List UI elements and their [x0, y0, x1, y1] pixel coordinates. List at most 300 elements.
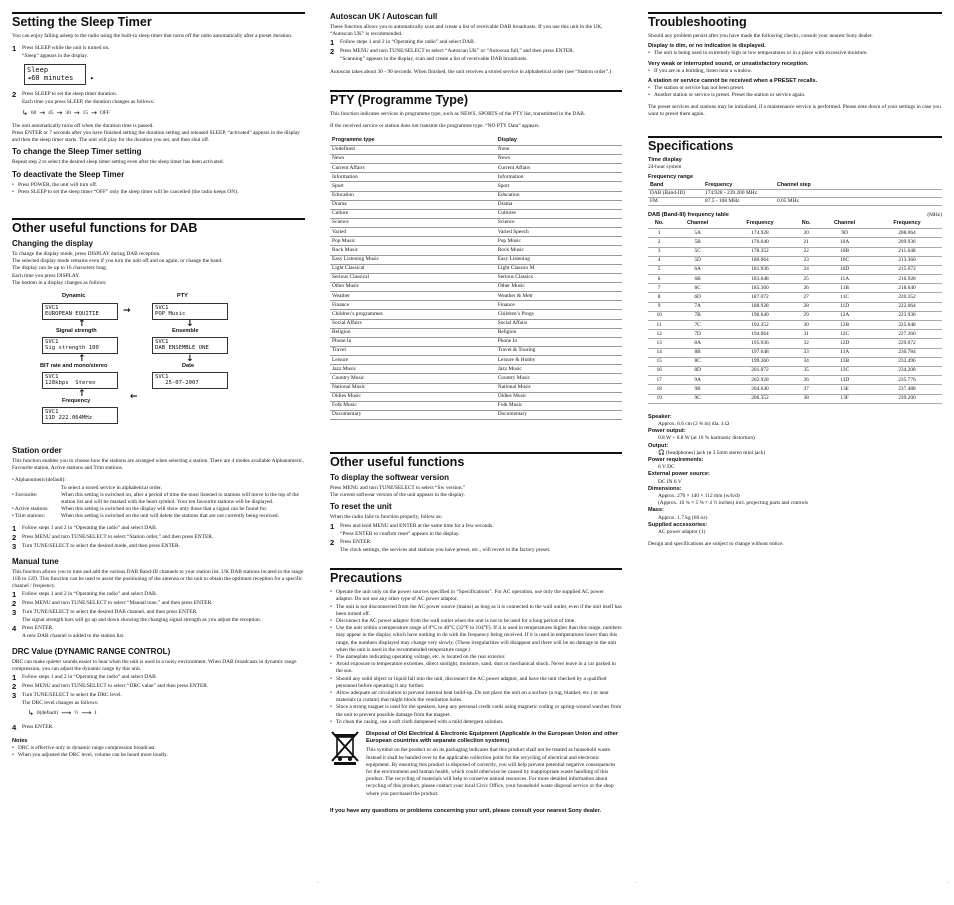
table-row: [648, 265, 942, 274]
arrow-right-icon: ⟶: [81, 709, 92, 718]
drc-step-3: 3 Turn TUNE/SELECT to select the DRC level.: [12, 691, 122, 701]
table-cell: 174.928: [725, 229, 795, 238]
spec-label: Time display: [648, 157, 682, 164]
weee-block: [330, 731, 622, 798]
table-row: [330, 237, 622, 246]
table-cell: None: [496, 145, 622, 154]
table-cell: 12B: [817, 321, 872, 330]
table-cell: Current Affairs: [330, 164, 496, 173]
column-header: Channel: [817, 219, 872, 228]
display-line: To change the display mode, press DISPLAY during DAB reception.: [12, 251, 161, 258]
label-bitrate: BIT rate and mono/stereo: [40, 363, 108, 370]
manual-step-2: 2 Press MENU and turn TUNE/SELECT to select “Manual tune,” and then press ENTER.: [12, 599, 213, 609]
sleep-step-2: 2 Press SLEEP to set the sleep timer duration.: [12, 90, 118, 100]
lcd-dynamic: SVC1 EUROPEAN EQUITIE: [42, 303, 118, 320]
station-order-options: [12, 477, 305, 520]
arrow-up-icon: ↑: [78, 389, 86, 400]
table-cell: 27: [795, 293, 817, 302]
table-cell: 213.360: [872, 256, 942, 265]
option-row: • Favourite: When this setting is switched on, after a period of time the most listened to stations will move to the top of the station list and will be marked with the heart symbol. Your ten favourite stations will be displayed.: [12, 491, 299, 506]
table-row: [330, 164, 622, 173]
table-cell: 18: [648, 385, 670, 394]
table-row: [330, 401, 622, 410]
version-para-1: Press MENU and turn TUNE/SELECT to select “Sw version.”: [330, 485, 466, 492]
table-cell: 199.360: [725, 357, 795, 366]
table-row: [648, 302, 942, 311]
table-cell: 8C: [670, 357, 725, 366]
table-cell: 8B: [670, 348, 725, 357]
freq-table-title: DAB (Band-III) frequency table: [648, 212, 729, 219]
table-cell: News: [496, 155, 622, 164]
subtitle-software-version: To display the softwear version: [330, 473, 449, 483]
table-cell: 183.648: [725, 275, 795, 284]
table-cell: 7D: [670, 330, 725, 339]
table-cell: Religion: [496, 328, 622, 337]
table-row: [648, 385, 942, 394]
table-cell: Leisure & Hobby: [496, 356, 622, 365]
table-cell: 5C: [670, 247, 725, 256]
list-item: • When you adjusted the DRC level, volume can be heard more loudly.: [12, 752, 305, 759]
table-cell: 11B: [817, 284, 872, 293]
drc-level-flow: [18, 710, 305, 717]
label-pty: PTY: [177, 293, 188, 300]
band-table: [648, 182, 942, 207]
table-cell: 9D: [817, 229, 872, 238]
table-cell: 176.640: [725, 238, 795, 247]
table-cell: 23: [795, 256, 817, 265]
table-cell: National Music: [330, 383, 496, 392]
table-cell: 21: [795, 238, 817, 247]
pty-table-body: [330, 145, 622, 419]
sleep-para-2: Press ENTER or 7 seconds after you have finished setting the duration setting and released SLEEP, “activated” appears in the display and then the sleep timer starts. The unit will play for the duration you set, and then shut off.: [12, 130, 300, 144]
table-row: [330, 410, 622, 419]
table-cell: 7B: [670, 311, 725, 320]
table-cell: 6C: [670, 284, 725, 293]
table-cell: 209.936: [872, 238, 942, 247]
lcd-signal: SVC1 Sig strength 100: [42, 337, 118, 354]
table-cell: 22: [795, 247, 817, 256]
table-cell: 1: [648, 229, 670, 238]
table-header-row: [648, 219, 942, 228]
table-cell: Country Music: [330, 374, 496, 383]
table-row: [330, 173, 622, 182]
column-header: No.: [648, 219, 670, 228]
table-cell: 13D: [817, 376, 872, 385]
table-cell: 10C: [817, 256, 872, 265]
table-cell: 10A: [817, 238, 872, 247]
sleep-para-1: The unit automatically turns off when the duration time is passed.: [12, 122, 154, 129]
table-cell: 9B: [670, 385, 725, 394]
list-item: • The unit is being used in extremely high or low temperatures or in a place with excessive moisture.: [648, 50, 942, 57]
frequency-table-body: [648, 229, 942, 404]
table-cell: 202.928: [725, 376, 795, 385]
pty-para-2: If the received service or station does not transmit the programme type. “NO PTY Data” appears.: [330, 123, 540, 130]
section-title-specifications: Specifications: [648, 136, 942, 153]
table-cell: 190.640: [725, 311, 795, 320]
table-cell: 32: [795, 339, 817, 348]
column-header: Channel step: [775, 182, 942, 190]
table-cell: 8A: [670, 339, 725, 348]
table-cell: Sport: [330, 182, 496, 191]
table-row: [330, 191, 622, 200]
problem-title: Display is dim, or no indication is displayed.: [648, 43, 766, 50]
table-cell: 9: [648, 302, 670, 311]
table-cell: 3: [648, 247, 670, 256]
table-row: [330, 209, 622, 218]
table-cell: 218.640: [872, 284, 942, 293]
table-cell: 34: [795, 357, 817, 366]
arrow-down-icon: ↓: [186, 354, 194, 365]
spec-value: 6 V DC: [658, 464, 675, 471]
arrow-up-icon: ↑: [78, 354, 86, 365]
label-frequency: Frequency: [62, 398, 91, 405]
notes-list: [12, 745, 305, 759]
troubleshooting-para: The preset services and stations may be initialized, if a maintenance service is performed. Please note down of your settings in case you want to preset them again.: [648, 103, 941, 117]
table-cell: 17: [648, 376, 670, 385]
table-cell: 234.208: [872, 366, 942, 375]
pty-para-1: This function indicates services in programme type, such as NEWS, SPORTS of the PTY list, transmitted in the DAB.: [330, 110, 586, 117]
spec-label: Speaker:: [648, 413, 672, 420]
option-row: • Alphanumeric(default):: [12, 477, 66, 484]
flow-item: OFF: [99, 109, 110, 116]
table-cell: 187.072: [725, 293, 795, 302]
table-cell: 6: [648, 275, 670, 284]
table-cell: Oldies Music: [496, 392, 622, 401]
drc-step-3-note: The DRC level changes as follows:: [22, 700, 99, 707]
table-cell: Undefined: [330, 145, 496, 154]
arrow-right-icon: →: [39, 108, 46, 117]
spec-note: Design and specifications are subject to change without notice.: [648, 541, 784, 548]
table-row: [330, 264, 622, 273]
table-cell: 10B: [817, 247, 872, 256]
table-cell: Other Music: [496, 282, 622, 291]
table-cell: Current Affairs: [496, 164, 622, 173]
notes-title: Notes: [12, 737, 28, 744]
table-cell: 7: [648, 284, 670, 293]
drc-intro: DRC can make quieter sounds easier to hear when the unit is used in a noisy environment. When DAB broadcasts in dynamic range compression, you can adjust the dynamic range by this unit.: [12, 658, 297, 672]
troubleshooting-intro: Should any problem persist after you have made the following checks, consult your nearest Sony dealer.: [648, 33, 873, 39]
spec-label: Dimensions:: [648, 485, 682, 492]
change-sleep-text: Repeat step 2 to select the desired sleep timer setting even after the sleep timer has been activated.: [12, 159, 224, 166]
table-cell: 15: [648, 357, 670, 366]
table-cell: 7A: [670, 302, 725, 311]
manual-step-3: 3 Turn TUNE/SELECT to select the desired DAB channel, and then press ENTER.: [12, 608, 198, 618]
list-item: • The nameplate indicating operating voltage, etc. is located on the rear exterior.: [330, 654, 622, 661]
table-cell: 194.064: [725, 330, 795, 339]
spec-label: Mass:: [648, 507, 664, 514]
subtitle-manual-tune: Manual tune: [12, 556, 59, 566]
table-cell: National Music: [496, 383, 622, 392]
table-cell: Varied: [330, 228, 496, 237]
table-row: [648, 229, 942, 238]
table-cell: 8D: [670, 366, 725, 375]
autoscan-intro: These function allows you to automatically scan and create a list of receivable DAB broadcasts. If you use this unit in the UK, “Autoscan UK” is recommended.: [330, 24, 603, 38]
table-cell: 35: [795, 366, 817, 375]
list-item: • Allow adequate air circulation to prevent internal heat build-up. Do not place the unit on a surface (a rug, blanket, etc.) or near materials (a curtain) that might block the ventilation holes.: [330, 690, 622, 704]
table-row: [648, 256, 942, 265]
table-cell: 37: [795, 385, 817, 394]
arrow-left-icon: ←: [130, 392, 138, 403]
table-cell: Serious Classics: [496, 273, 622, 282]
spec-label: Frequency range: [648, 174, 694, 181]
spec-label: External power source:: [648, 471, 710, 478]
table-cell: News: [330, 155, 496, 164]
display-line: The bottom in a display changes as follows:: [12, 279, 107, 286]
section-title-dab: Other useful functions for DAB: [12, 218, 305, 235]
weee-text: This symbol on the product or on its packaging indicates that this product shall not be treated as household waste. Instead it shall be handed over to the applicable collection point for the recycling of electrical and electronic equipment. By ensuring this product is disposed of correctly, you will help prevent potential negative consequences for the environment and human health, which could otherwise be caused by inappropriate waste handling of this product. The recycling of materials will help to conserve natural resources. For more detailed information about recycling of this product, please contact your local Civic Office, your household waste disposal service or the shop where you purchased the product.: [366, 747, 616, 797]
loop-arrow-icon: ↳: [28, 709, 34, 718]
sleep-step-1-note: “Sleep” appears in the display.: [22, 53, 88, 60]
table-cell: 11A: [817, 275, 872, 284]
table-row: [330, 374, 622, 383]
table-cell: Light Classical: [330, 264, 496, 273]
table-cell: 12: [648, 330, 670, 339]
problem-title: Very weak or interrupted sound, or unsatisfactory reception.: [648, 60, 809, 67]
table-cell: Science: [330, 218, 496, 227]
list-item: • If you are in a building, listen near a window.: [648, 68, 942, 75]
table-cell: 12D: [817, 339, 872, 348]
table-cell: 237.488: [872, 385, 942, 394]
table-cell: 204.640: [725, 385, 795, 394]
list-item: • Disconnect the AC power adaptor from the wall outlet when the unit is not to be used for a long period of time.: [330, 618, 622, 625]
reset-step-1-note: “Press ENTER to confirm reset” appears in the display.: [340, 530, 460, 537]
subtitle-drc: DRC Value (DYNAMIC RANGE CONTROL): [12, 646, 171, 656]
table-row: [648, 284, 942, 293]
table-row: [648, 311, 942, 320]
table-header-row: [648, 182, 942, 190]
table-row: [648, 376, 942, 385]
table-cell: 13A: [817, 348, 872, 357]
flow-item: 15: [82, 109, 89, 116]
table-cell: Oldies Music: [330, 392, 496, 401]
table-row: [330, 328, 622, 337]
manual-step-3-note: The signal strength bars will go up and down showing the changing signal strength as you adjust the reception.: [22, 617, 262, 624]
table-cell: 7C: [670, 321, 725, 330]
table-cell: 180.064: [725, 256, 795, 265]
table-cell: Sport: [496, 182, 622, 191]
list-item: • To clean the casing, use a soft cloth dampened with a mild detergent solution.: [330, 719, 622, 726]
table-cell: 25: [795, 275, 817, 284]
station-step-1: 1 Follow steps 1 and 2 in “Operating the radio” and select DAB.: [12, 523, 158, 533]
table-cell: 232.496: [872, 357, 942, 366]
table-cell: Leisure: [330, 356, 496, 365]
column-header: Frequency: [725, 219, 795, 228]
table-cell: 10: [648, 311, 670, 320]
table-cell: 6D: [670, 293, 725, 302]
arrow-right-icon: →: [56, 108, 63, 117]
spec-value: 0.8 W + 0.8 W (at 10 % harmonic distortion): [658, 435, 755, 442]
table-cell: 5A: [670, 229, 725, 238]
table-cell: 6B: [670, 275, 725, 284]
table-cell: Country Music: [496, 374, 622, 383]
sleep-lcd: Sleep ◂60 minutes ▸: [24, 64, 86, 85]
table-cell: 2: [648, 238, 670, 247]
table-cell: Light Classics M: [496, 264, 622, 273]
lcd-bitrate: SVC1 128kbps Stereo: [42, 372, 118, 389]
spec-label: Power output:: [648, 428, 686, 435]
table-row: [330, 155, 622, 164]
table-row: [330, 356, 622, 365]
label-signal: Signal strength: [56, 328, 97, 335]
column-left: [12, 12, 305, 759]
table-cell: 181.936: [725, 265, 795, 274]
table-row: [648, 394, 942, 403]
table-cell: 28: [795, 302, 817, 311]
arrow-right-icon: ⟶: [61, 709, 72, 718]
spec-label: Supplied accessories:: [648, 521, 708, 528]
spec-value: Approx. 1.7 kg (60 oz): [658, 514, 708, 521]
table-cell: 36: [795, 376, 817, 385]
subtitle-change-sleep: To change the Sleep Timer setting: [12, 147, 142, 157]
table-cell: 220.352: [872, 293, 942, 302]
table-cell: 11C: [817, 293, 872, 302]
section-title-precautions: Precautions: [330, 568, 622, 585]
table-cell: Education: [496, 191, 622, 200]
table-row: [330, 273, 622, 282]
freq-table-caption: [648, 212, 942, 219]
list-item: • Avoid exposure to temperature extremes, direct sunlight, moisture, sand, dust or mechanical shock. Never leave in a car parked in the sun.: [330, 661, 622, 675]
spec-label: Power requirements:: [648, 456, 704, 463]
table-cell: Culture: [330, 209, 496, 218]
table-cell: Varied Speech: [496, 228, 622, 237]
sleep-intro: You can enjoy falling asleep to the radio using the built-in sleep timer that turns off the radio automatically after a preset duration.: [12, 33, 293, 39]
table-cell: 188.928: [725, 302, 795, 311]
subtitle-changing-display: Changing the display: [12, 239, 93, 249]
column-header: Frequency: [703, 182, 775, 190]
table-cell: Finance: [496, 301, 622, 310]
table-cell: Phone In: [330, 337, 496, 346]
column-header: Frequency: [872, 219, 942, 228]
table-cell: 30: [795, 321, 817, 330]
display-line: Each time you press DISPLAY.: [12, 272, 80, 279]
table-row: [648, 348, 942, 357]
table-cell: Information: [330, 173, 496, 182]
table-cell: 235.776: [872, 376, 942, 385]
table-row: [648, 275, 942, 284]
table-cell: 208.064: [872, 229, 942, 238]
table-cell: Documentary: [496, 410, 622, 419]
display-mode-diagram: [12, 293, 305, 443]
lcd-pty: SVC1 POP Music: [152, 303, 228, 320]
table-row: [330, 392, 622, 401]
table-row: [648, 366, 942, 375]
table-row: [648, 247, 942, 256]
station-step-3: 3 Turn TUNE/SELECT to select the desired mode, and then press ENTER.: [12, 541, 181, 551]
spec-value: 24-hour system: [648, 164, 682, 171]
subtitle-autoscan: Autoscan UK / Autoscan full: [330, 12, 438, 21]
table-cell: 4: [648, 256, 670, 265]
table-cell: Folk Music: [330, 401, 496, 410]
section-title-pty: PTY (Programme Type): [330, 90, 622, 107]
arrow-down-icon: ↓: [186, 319, 194, 330]
list-item: • Press POWER, the unit will turn off.: [12, 182, 305, 189]
autoscan-para: Autoscan takes about 30 - 90 seconds. When finished, the unit receives a stored service in alphabetical order (see “Station order”.): [330, 68, 612, 75]
deactivate-list: [12, 182, 305, 196]
drc-step-1: 1 Follow steps 1 and 2 in “Operating the radio” and select DAB.: [12, 673, 158, 683]
page-mark: ·: [317, 881, 319, 886]
table-cell: 195.936: [725, 339, 795, 348]
table-row: [330, 246, 622, 255]
table-row: [330, 282, 622, 291]
arrow-right-icon: →: [91, 108, 97, 117]
table-cell: 38: [795, 394, 817, 403]
table-row: DAB (Band-III) 174.928 - 239.200 MHz: [648, 189, 942, 197]
table-cell: 239.200: [872, 394, 942, 403]
lcd-date: SVC1 25-07-2007: [152, 372, 228, 389]
table-cell: 6A: [670, 265, 725, 274]
arrow-down-icon: ↑: [78, 319, 86, 330]
table-cell: 222.064: [872, 302, 942, 311]
table-cell: Jazz Music: [496, 365, 622, 374]
precautions-list: [330, 589, 622, 726]
label-dynamic: Dynamic: [62, 293, 86, 300]
autoscan-step-2-note: “Scanning” appears in the display, scan and create a list of receivable DAB broadcasts.: [340, 56, 528, 63]
table-cell: 211.648: [872, 247, 942, 256]
table-cell: Documentary: [330, 410, 496, 419]
table-cell: 197.648: [725, 348, 795, 357]
section-title-other: Other useful functions: [330, 452, 622, 469]
table-cell: 13E: [817, 385, 872, 394]
table-cell: 8: [648, 293, 670, 302]
table-row: [330, 383, 622, 392]
table-cell: Finance: [330, 301, 496, 310]
freq-table-unit: (MHz): [927, 212, 942, 219]
table-cell: 29: [795, 311, 817, 320]
table-cell: Easy Listening: [496, 255, 622, 264]
table-cell: 10D: [817, 265, 872, 274]
table-cell: Social Affairs: [496, 319, 622, 328]
spec-value: AC power adaptor (1): [658, 528, 706, 535]
table-cell: 192.352: [725, 321, 795, 330]
table-cell: 13B: [817, 357, 872, 366]
arrow-right-icon: →: [73, 108, 80, 117]
table-cell: 26: [795, 284, 817, 293]
table-cell: 14: [648, 348, 670, 357]
table-cell: 13C: [817, 366, 872, 375]
subtitle-deactivate-sleep: To deactivate the Sleep Timer: [12, 169, 125, 179]
table-row: [330, 218, 622, 227]
table-cell: Children’s Progs: [496, 310, 622, 319]
sleep-step-1: 1 Press SLEEP while the unit is turned on.: [12, 44, 110, 54]
drc-step-4: 4 Press ENTER.: [12, 722, 54, 732]
problem-list: [648, 50, 942, 57]
table-cell: 24: [795, 265, 817, 274]
station-order-intro: This function enables you to choose how the stations are arranged when selecting a station. There are 4 modes available Alphanumeric, Favourite station, Active stations and Trim stations.: [12, 458, 304, 472]
list-item: • Operate the unit only on the power sources specified in “Specifications”. For AC operation, use only the supplied AC power adaptor. Do not use any other type of AC power adaptor.: [330, 589, 622, 603]
table-row: [330, 319, 622, 328]
table-row: [648, 339, 942, 348]
option-row: To select a stored service in alphabetical order.: [61, 484, 162, 491]
spec-label: Output:: [648, 442, 669, 449]
column-header: Channel: [670, 219, 725, 228]
table-row: [330, 292, 622, 301]
table-row: [330, 255, 622, 264]
column-header: Band: [648, 182, 703, 190]
station-step-2: 2 Press MENU and turn TUNE/SELECT to select “Station order,” and then press ENTER.: [12, 532, 214, 542]
problem-title: A station or service cannot be received when a PRESET recalls.: [648, 78, 818, 85]
table-cell: 12C: [817, 330, 872, 339]
list-item: • The station or service has not been preset.: [648, 85, 942, 92]
spec-value: Approx. 6.6 cm (2 ⅝ in) dia. 4 Ω: [658, 420, 730, 427]
table-row: [648, 238, 942, 247]
table-cell: 206.352: [725, 394, 795, 403]
spec-list: [648, 414, 942, 536]
table-cell: 215.072: [872, 265, 942, 274]
table-row: [330, 310, 622, 319]
section-title-troubleshooting: Troubleshooting: [648, 12, 942, 29]
table-cell: Jazz Music: [330, 365, 496, 374]
table-cell: Drama: [330, 200, 496, 209]
